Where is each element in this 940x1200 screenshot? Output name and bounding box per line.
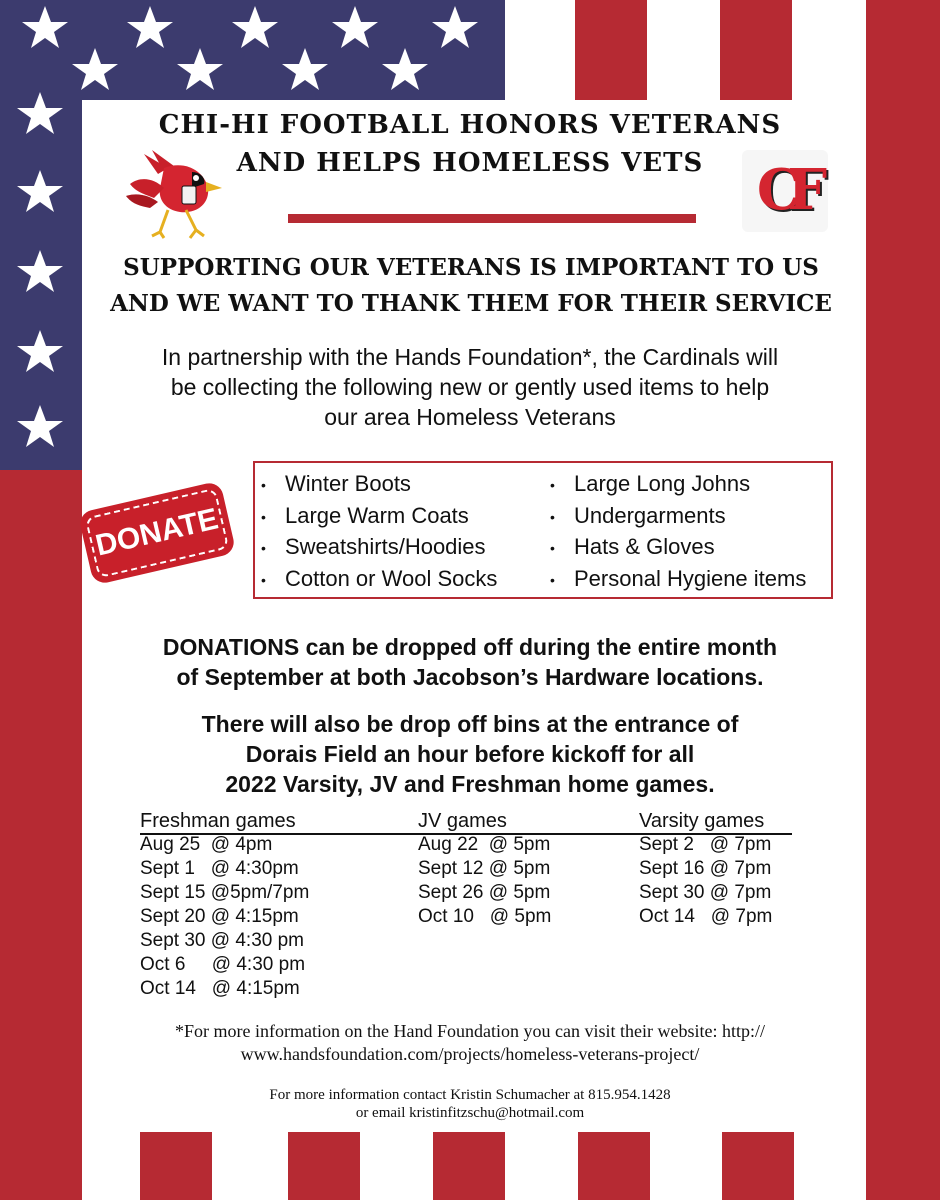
contact-line-1: For more information contact Kristin Schumacher at 815.954.1428 bbox=[269, 1087, 671, 1103]
contact-info bbox=[82, 1086, 858, 1122]
title-underline bbox=[288, 214, 696, 223]
game-row: Oct 6 @ 4:30 pm bbox=[140, 954, 306, 975]
list-item: • Personal Hygiene items bbox=[550, 566, 807, 591]
freshman-header: Freshman games bbox=[140, 810, 296, 832]
subheading-line-1: SUPPORTING OUR VETERANS IS IMPORTANT TO US bbox=[123, 254, 819, 281]
list-item: • Large Long Johns bbox=[550, 471, 751, 496]
game-row: Sept 20 @ 4:15pm bbox=[140, 906, 299, 927]
donations-line-1: DONATIONS can be dropped off during the entire month bbox=[162, 634, 778, 660]
cardinal-mascot-icon bbox=[124, 148, 224, 240]
intro-line-2: be collecting the following new or gently used items to help bbox=[170, 374, 770, 400]
cf-logo-text: CF bbox=[756, 157, 814, 223]
game-row: Sept 12 @ 5pm bbox=[418, 858, 551, 879]
donate-stamp-label: DONATE bbox=[92, 502, 222, 563]
bins-paragraph bbox=[82, 709, 858, 799]
footnote-url[interactable]: www.handsfoundation.com/projects/homeless-veterans-project/ bbox=[240, 1044, 700, 1064]
schedule-jv bbox=[418, 810, 551, 929]
game-row: Oct 14 @ 4:15pm bbox=[140, 978, 300, 999]
subheading-line-2: AND WE WANT TO THANK THEM FOR THEIR SERVICE bbox=[110, 290, 832, 317]
footnote-line-1: *For more information on the Hand Foundation you can visit their website: http:// bbox=[175, 1021, 765, 1041]
bins-line-3: 2022 Varsity, JV and Freshman home games. bbox=[225, 771, 715, 797]
game-row: Sept 30 @ 4:30 pm bbox=[140, 930, 304, 951]
list-item: • Cotton or Wool Socks bbox=[261, 566, 498, 591]
bullet-icon: • bbox=[550, 477, 555, 494]
game-row: Aug 25 @ 4pm bbox=[140, 834, 273, 855]
game-row: Oct 14 @ 7pm bbox=[639, 906, 773, 927]
jv-header: JV games bbox=[418, 810, 507, 832]
game-row: Aug 22 @ 5pm bbox=[418, 834, 551, 855]
intro-line-1: In partnership with the Hands Foundation*, the Cardinals will bbox=[161, 344, 779, 370]
schedule-varsity bbox=[639, 810, 772, 929]
game-row: Sept 16 @ 7pm bbox=[639, 858, 772, 879]
footnote bbox=[82, 1020, 858, 1066]
game-row: Sept 1 @ 4:30pm bbox=[140, 858, 299, 879]
bullet-icon: • bbox=[261, 509, 266, 526]
bins-line-2: Dorais Field an hour before kickoff for all bbox=[245, 741, 695, 767]
bins-line-1: There will also be drop off bins at the entrance of bbox=[201, 711, 739, 737]
bullet-icon: • bbox=[261, 477, 266, 494]
list-item: • Hats & Gloves bbox=[550, 534, 715, 559]
schedule-freshman bbox=[140, 810, 309, 1001]
title-line-2: AND HELPS HOMELESS VETS bbox=[236, 148, 704, 178]
bullet-icon: • bbox=[550, 540, 555, 557]
list-item: • Large Warm Coats bbox=[261, 503, 469, 528]
varsity-header: Varsity games bbox=[639, 810, 765, 832]
list-item: • Sweatshirts/Hoodies bbox=[261, 534, 486, 559]
list-item: • Undergarments bbox=[550, 503, 726, 528]
game-row: Sept 2 @ 7pm bbox=[639, 834, 772, 855]
contact-email[interactable]: or email kristinfitzschu@hotmail.com bbox=[355, 1105, 585, 1121]
donations-line-2: of September at both Jacobson’s Hardware locations. bbox=[176, 664, 764, 690]
game-row: Sept 26 @ 5pm bbox=[418, 882, 551, 903]
intro-line-3: our area Homeless Veterans bbox=[324, 404, 616, 430]
bullet-icon: • bbox=[550, 509, 555, 526]
list-item: • Winter Boots bbox=[261, 471, 411, 496]
bullet-icon: • bbox=[261, 540, 266, 557]
game-row: Sept 15 @5pm/7pm bbox=[140, 882, 310, 903]
bullet-icon: • bbox=[550, 572, 555, 589]
cf-logo bbox=[742, 150, 828, 232]
intro-paragraph bbox=[82, 342, 858, 432]
game-row: Sept 30 @ 7pm bbox=[639, 882, 772, 903]
items-list-box bbox=[253, 461, 833, 599]
game-row: Oct 10 @ 5pm bbox=[418, 906, 552, 927]
title-line-1: CHI-HI FOOTBALL HONORS VETERANS bbox=[158, 110, 782, 140]
bullet-icon: • bbox=[261, 572, 266, 589]
donations-paragraph bbox=[82, 632, 858, 692]
